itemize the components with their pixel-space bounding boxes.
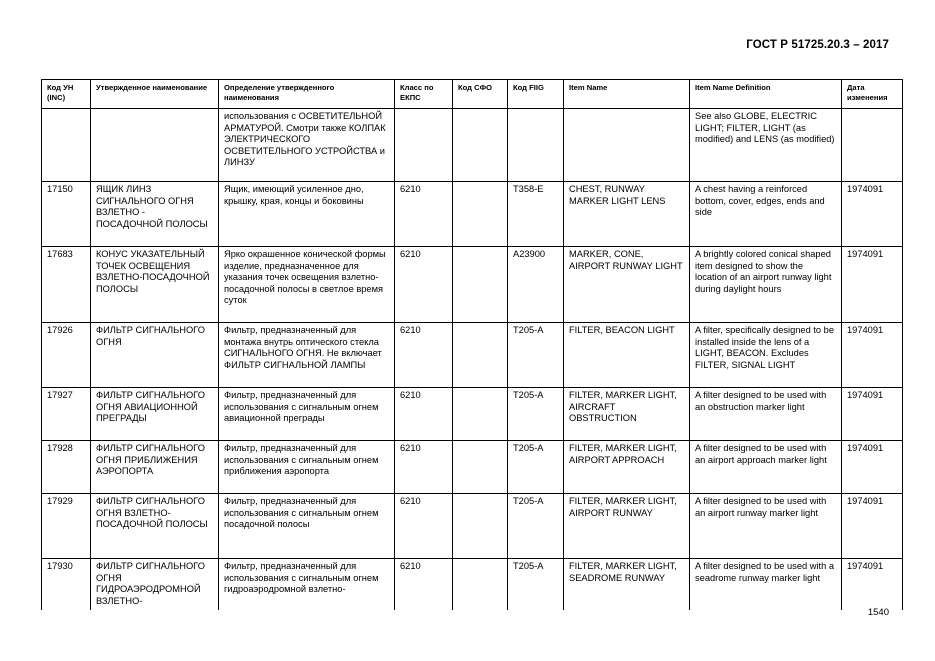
cell-item-definition: A brightly colored conical shaped item designed to show the location of an airport runway light during daylight hours xyxy=(690,247,842,323)
cell-class: 6210 xyxy=(395,323,453,388)
cell-definition: Фильтр, предназначенный для использования с сигнальным огнем приближения аэропорта xyxy=(219,441,395,494)
cell-item-definition: A filter, specifically designed to be installed inside the lens of a LIGHT, BEACON. Excludes FILTER, SIGNAL LIGHT xyxy=(690,323,842,388)
col-header-sfo: Код СФО xyxy=(453,80,508,109)
cell-change-date: 1974091 xyxy=(842,323,903,388)
table-header-row xyxy=(42,80,903,109)
cell-item-name: FILTER, BEACON LIGHT xyxy=(564,323,690,388)
cell-sfo xyxy=(453,323,508,388)
col-header-definition: Определение утвержденного наименования xyxy=(219,80,395,109)
cell-item-name: FILTER, MARKER LIGHT, SEADROME RUNWAY xyxy=(564,559,690,611)
cell-definition: Ящик, имеющий усиленное дно, крышку, края, концы и боковины xyxy=(219,182,395,247)
table-row xyxy=(42,559,903,611)
cell-change-date xyxy=(842,109,903,182)
cell-approved-name: ФИЛЬТР СИГНАЛЬНОГО ОГНЯ ПРИБЛИЖЕНИЯ АЭРОПОРТА xyxy=(91,441,219,494)
cell-definition: использования с ОСВЕТИТЕЛЬНОЙ АРМАТУРОЙ. Смотри также КОЛПАК ЭЛЕКТРИЧЕСКОГО ОСВЕТИТЕЛЬНОГО УСТРОЙСТВА и ЛИНЗУ xyxy=(219,109,395,182)
table-row xyxy=(42,247,903,323)
cell-change-date: 1974091 xyxy=(842,388,903,441)
cell-fiig: T358-E xyxy=(508,182,564,247)
cell-item-definition: A chest having a reinforced bottom, cover, edges, ends and side xyxy=(690,182,842,247)
cell-sfo xyxy=(453,441,508,494)
cell-inc: 17150 xyxy=(42,182,91,247)
cell-fiig: T205-A xyxy=(508,494,564,559)
cell-sfo xyxy=(453,559,508,611)
cell-class: 6210 xyxy=(395,247,453,323)
col-header-inc: Код УН (INC) xyxy=(42,80,91,109)
cell-class: 6210 xyxy=(395,388,453,441)
item-names-table xyxy=(41,79,903,610)
cell-fiig: T205-A xyxy=(508,441,564,494)
col-header-item-name: Item Name xyxy=(564,80,690,109)
cell-fiig: T205-A xyxy=(508,323,564,388)
cell-inc xyxy=(42,109,91,182)
col-header-class: Класс по ЕКПС xyxy=(395,80,453,109)
cell-definition: Ярко окрашенное конической формы изделие, предназначенное для указания точек освещения взлетно-посадочной полосы в светлое время суток xyxy=(219,247,395,323)
cell-item-name: CHEST, RUNWAY MARKER LIGHT LENS xyxy=(564,182,690,247)
cell-fiig: A23900 xyxy=(508,247,564,323)
cell-sfo xyxy=(453,247,508,323)
col-header-fiig: Код FIIG xyxy=(508,80,564,109)
cell-item-name: MARKER, CONE, AIRPORT RUNWAY LIGHT xyxy=(564,247,690,323)
cell-class: 6210 xyxy=(395,494,453,559)
table-row xyxy=(42,441,903,494)
cell-class xyxy=(395,109,453,182)
cell-inc: 17930 xyxy=(42,559,91,611)
cell-inc: 17929 xyxy=(42,494,91,559)
table-row xyxy=(42,388,903,441)
cell-fiig xyxy=(508,109,564,182)
cell-approved-name: ФИЛЬТР СИГНАЛЬНОГО ОГНЯ xyxy=(91,323,219,388)
cell-sfo xyxy=(453,388,508,441)
cell-inc: 17683 xyxy=(42,247,91,323)
cell-item-definition: A filter designed to be used with an obstruction marker light xyxy=(690,388,842,441)
cell-definition: Фильтр, предназначенный для использования с сигнальным огнем авиационной преграды xyxy=(219,388,395,441)
col-header-change-date: Дата изменения xyxy=(842,80,903,109)
cell-inc: 17926 xyxy=(42,323,91,388)
cell-fiig: T205-A xyxy=(508,559,564,611)
cell-approved-name: ФИЛЬТР СИГНАЛЬНОГО ОГНЯ АВИАЦИОННОЙ ПРЕГРАДЫ xyxy=(91,388,219,441)
cell-change-date: 1974091 xyxy=(842,247,903,323)
cell-inc: 17928 xyxy=(42,441,91,494)
cell-item-name: FILTER, MARKER LIGHT, AIRPORT RUNWAY xyxy=(564,494,690,559)
cell-sfo xyxy=(453,494,508,559)
standard-designation: ГОСТ Р 51725.20.3 – 2017 xyxy=(746,39,889,51)
cell-item-name xyxy=(564,109,690,182)
cell-item-name: FILTER, MARKER LIGHT, AIRCRAFT OBSTRUCTION xyxy=(564,388,690,441)
cell-definition: Фильтр, предназначенный для использования с сигнальным огнем гидроаэродромной взлетно- xyxy=(219,559,395,611)
cell-fiig: T205-A xyxy=(508,388,564,441)
cell-change-date: 1974091 xyxy=(842,182,903,247)
cell-approved-name: КОНУС УКАЗАТЕЛЬНЫЙ ТОЧЕК ОСВЕЩЕНИЯ ВЗЛЕТНО-ПОСАДОЧНОЙ ПОЛОСЫ xyxy=(91,247,219,323)
page-number: 1540 xyxy=(867,607,889,618)
cell-item-definition: A filter designed to be used with an airport approach marker light xyxy=(690,441,842,494)
table-row xyxy=(42,323,903,388)
cell-sfo xyxy=(453,109,508,182)
cell-item-definition: A filter designed to be used with an airport runway marker light xyxy=(690,494,842,559)
cell-definition: Фильтр, предназначенный для монтажа внутрь оптического стекла СИГНАЛЬНОГО ОГНЯ. Не включает ФИЛЬТР СИГНАЛЬНОЙ ЛАМПЫ xyxy=(219,323,395,388)
cell-item-name: FILTER, MARKER LIGHT, AIRPORT APPROACH xyxy=(564,441,690,494)
cell-approved-name: ФИЛЬТР СИГНАЛЬНОГО ОГНЯ ГИДРОАЭРОДРОМНОЙ ВЗЛЕТНО- xyxy=(91,559,219,611)
cell-approved-name: ЯЩИК ЛИНЗ СИГНАЛЬНОГО ОГНЯ ВЗЛЕТНО - ПОСАДОЧНОЙ ПОЛОСЫ xyxy=(91,182,219,247)
cell-class: 6210 xyxy=(395,441,453,494)
col-header-approved-name: Утвержденное наименование xyxy=(91,80,219,109)
table-row xyxy=(42,182,903,247)
cell-change-date: 1974091 xyxy=(842,494,903,559)
cell-change-date: 1974091 xyxy=(842,441,903,494)
cell-item-definition: A filter designed to be used with a seadrome runway marker light xyxy=(690,559,842,611)
table-row xyxy=(42,109,903,182)
cell-sfo xyxy=(453,182,508,247)
cell-approved-name: ФИЛЬТР СИГНАЛЬНОГО ОГНЯ ВЗЛЕТНО-ПОСАДОЧНОЙ ПОЛОСЫ xyxy=(91,494,219,559)
cell-change-date: 1974091 xyxy=(842,559,903,611)
cell-inc: 17927 xyxy=(42,388,91,441)
cell-item-definition: See also GLOBE, ELECTRIC LIGHT; FILTER, LIGHT (as modified) and LENS (as modified) xyxy=(690,109,842,182)
cell-class: 6210 xyxy=(395,182,453,247)
cell-definition: Фильтр, предназначенный для использования с сигнальным огнем посадочной полосы xyxy=(219,494,395,559)
cell-approved-name xyxy=(91,109,219,182)
cell-class: 6210 xyxy=(395,559,453,611)
col-header-item-definition: Item Name Definition xyxy=(690,80,842,109)
table-row xyxy=(42,494,903,559)
